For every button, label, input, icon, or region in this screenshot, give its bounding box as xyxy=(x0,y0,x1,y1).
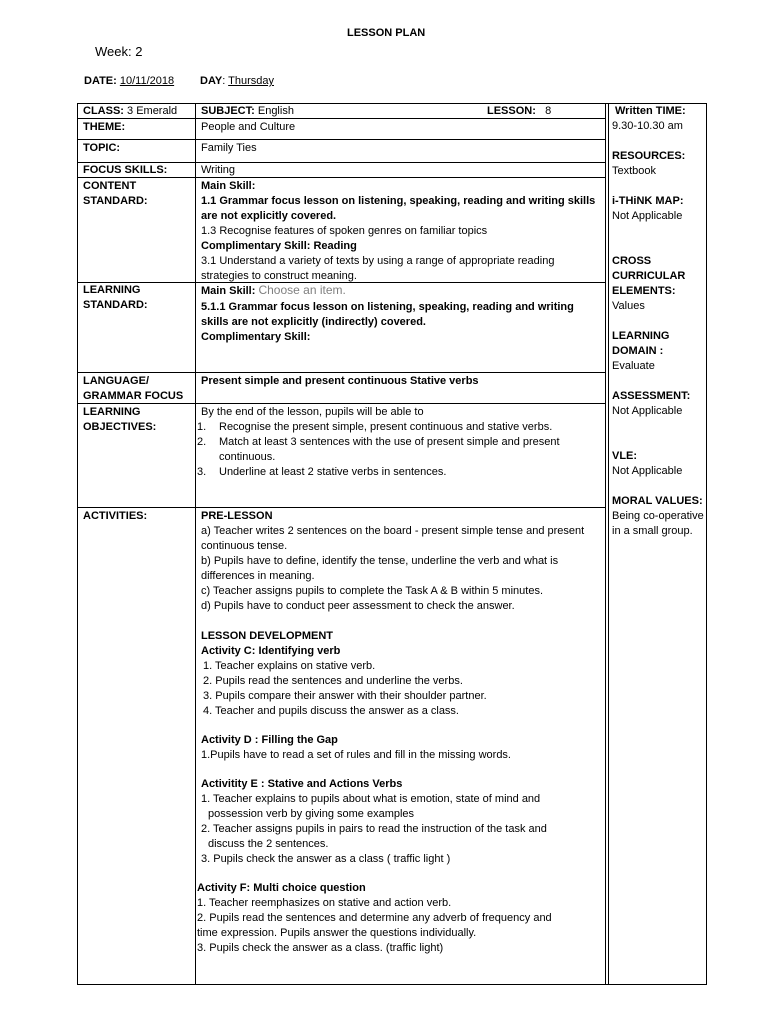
language-label-line1: LANGUAGE/ xyxy=(83,375,149,387)
choose-item-dropdown[interactable]: Choose an item. xyxy=(258,283,346,297)
week-label: Week: 2 xyxy=(95,44,143,59)
activity-c-item: 1. Teacher explains on stative verb. xyxy=(203,660,376,672)
day-row xyxy=(200,74,274,89)
subject-value: English xyxy=(257,105,294,117)
written-time-value: 9.30-10.30 am xyxy=(612,120,683,132)
activity-e-item: 1. Teacher explains to pupils about what is emotion, state of mind and xyxy=(201,793,541,805)
activity-c-item: 2. Pupils read the sentences and underline the verbs. xyxy=(203,675,463,687)
objectives-body xyxy=(197,405,601,480)
lesson-cell xyxy=(487,104,551,119)
objectives-label xyxy=(83,405,156,435)
class-cell xyxy=(83,104,177,119)
learning-domain-label-line1: LEARNING xyxy=(612,330,670,342)
lesson-development-heading: LESSON DEVELOPMENT xyxy=(201,630,334,642)
topic-value: Family Ties xyxy=(201,142,257,154)
activity-f-item: 2. Pupils read the sentences and determine any adverb of frequency and xyxy=(197,912,552,924)
learning-main-skill-row xyxy=(201,283,601,299)
activity-f-item: 1. Teacher reemphasizes on stative and action verb. xyxy=(197,897,452,909)
language-label-line2: GRAMMAR FOCUS xyxy=(83,390,184,402)
pre-item: c) Teacher assigns pupils to complete the Task A & B within 5 minutes. xyxy=(201,585,543,597)
activity-e-item: 2. Teacher assigns pupils in pairs to read the instruction of the task and xyxy=(201,823,547,835)
activity-d-heading: Activity D : Filling the Gap xyxy=(201,734,338,746)
pre-item: a) Teacher writes 2 sentences on the board - present simple tense and present continuous tense. xyxy=(201,525,585,552)
learning-standard-label-line2: STANDARD: xyxy=(83,299,148,311)
activity-f-item: time expression. Pupils answer the questions individually. xyxy=(197,927,477,939)
objectives-intro: By the end of the lesson, pupils will be able to xyxy=(201,406,424,418)
activities-label: ACTIVITIES: xyxy=(83,510,148,522)
objectives-label-line1: LEARNING xyxy=(83,406,141,418)
subject-label: SUBJECT: xyxy=(201,105,255,117)
list-item: 2. Match at least 3 sentences with the use of present simple and present continuous. xyxy=(197,436,560,463)
pre-item: d) Pupils have to conduct peer assessment to check the answer. xyxy=(201,600,515,612)
topic-label: TOPIC: xyxy=(83,142,121,154)
content-item1: 1.1 Grammar focus lesson on listening, speaking, reading and writing skills are not explicitly covered. xyxy=(201,195,596,222)
side-column xyxy=(612,104,704,539)
subject-cell xyxy=(201,104,294,119)
focus-label: FOCUS SKILLS: xyxy=(83,164,168,176)
ithink-value: Not Applicable xyxy=(612,210,683,222)
learning-item1: 5.1.1 Grammar focus lesson on listening, speaking, reading and writing skills are not explicitly (indirectly) covered. xyxy=(201,301,574,328)
learning-comp-skill: Complimentary Skill: xyxy=(201,331,311,343)
cross-curricular-label-line1: CROSS xyxy=(612,255,652,267)
lesson-label: LESSON: xyxy=(487,105,536,117)
activity-c-item: 4. Teacher and pupils discuss the answer as a class. xyxy=(203,705,459,717)
learning-main-skill: Main Skill: xyxy=(201,285,256,297)
class-value: 3 Emerald xyxy=(127,105,178,117)
assessment-value: Not Applicable xyxy=(612,405,683,417)
date-value: 10/11/2018 xyxy=(119,75,175,87)
content-item3: 3.1 Understand a variety of texts by using a range of appropriate reading strategies to construct meaning. xyxy=(201,255,555,282)
activity-c-heading: Activity C: Identifying verb xyxy=(201,645,341,657)
page-title: LESSON PLAN xyxy=(347,27,426,39)
list-item: 3. Underline at least 2 stative verbs in sentences. xyxy=(197,466,447,478)
moral-values-label: MORAL VALUES: xyxy=(612,495,703,507)
vle-value: Not Applicable xyxy=(612,465,683,477)
activity-d-item: 1.Pupils have to read a set of rules and fill in the missing words. xyxy=(201,749,511,761)
day-separator: : xyxy=(222,75,226,87)
focus-value: Writing xyxy=(201,164,236,176)
activities-body xyxy=(197,509,596,956)
content-standard-label-line1: CONTENT xyxy=(83,180,137,192)
theme-label: THEME: xyxy=(83,121,126,133)
content-standard-label xyxy=(83,179,148,209)
pre-item: b) Pupils have to define, identify the tense, underline the verb and what is differences in meaning. xyxy=(201,555,559,582)
assessment-label: ASSESSMENT: xyxy=(612,390,691,402)
activity-e-item: discuss the 2 sentences. xyxy=(208,838,329,850)
language-value: Present simple and present continuous Stative verbs xyxy=(201,375,479,387)
content-item2: 1.3 Recognise features of spoken genres on familiar topics xyxy=(201,225,488,237)
class-label: CLASS: xyxy=(83,105,124,117)
learning-domain-value: Evaluate xyxy=(612,360,655,372)
objectives-label-line2: OBJECTIVES: xyxy=(83,421,157,433)
learning-standard-label xyxy=(83,283,148,313)
activity-f-heading: Activity F: Multi choice question xyxy=(197,882,366,894)
day-label: DAY xyxy=(200,75,223,87)
cross-curricular-label-line3: ELEMENTS: xyxy=(612,285,676,297)
activity-e-item: possession verb by giving some examples xyxy=(208,808,415,820)
vle-label: VLE: xyxy=(612,450,638,462)
date-row xyxy=(84,74,174,89)
cross-curricular-value: Values xyxy=(612,300,645,312)
content-comp-skill: Complimentary Skill: Reading xyxy=(201,240,357,252)
cross-curricular-label-line2: CURRICULAR xyxy=(612,270,686,282)
resources-value: Textbook xyxy=(612,165,657,177)
content-standard-body xyxy=(201,179,601,284)
activity-f-item: 3. Pupils check the answer as a class. (traffic light) xyxy=(197,942,444,954)
lesson-value: 8 xyxy=(545,105,552,117)
theme-value: People and Culture xyxy=(201,121,296,133)
learning-standard-label-line1: LEARNING xyxy=(83,284,141,296)
activity-e-heading: Activitity E : Stative and Actions Verbs xyxy=(201,778,403,790)
written-time-label: Written TIME: xyxy=(615,105,686,117)
moral-values-value: Being co-operative in a small group. xyxy=(612,510,704,537)
list-item: 1. Recognise the present simple, present continuous and stative verbs. xyxy=(197,421,553,433)
learning-standard-body xyxy=(201,283,601,345)
language-label xyxy=(83,374,183,404)
learning-domain-label-line2: DOMAIN : xyxy=(612,345,664,357)
date-label: DATE: xyxy=(84,75,117,87)
content-main-skill: Main Skill: xyxy=(201,180,256,192)
objectives-list xyxy=(197,420,601,480)
day-value: Thursday xyxy=(228,75,274,87)
pre-lesson-heading: PRE-LESSON xyxy=(201,510,273,522)
content-standard-label-line2: STANDARD: xyxy=(83,195,148,207)
activity-c-item: 3. Pupils compare their answer with their shoulder partner. xyxy=(203,690,487,702)
activity-e-item: 3. Pupils check the answer as a class ( traffic light ) xyxy=(201,853,451,865)
resources-label: RESOURCES: xyxy=(612,150,686,162)
ithink-label: i-THiNK MAP: xyxy=(612,195,684,207)
